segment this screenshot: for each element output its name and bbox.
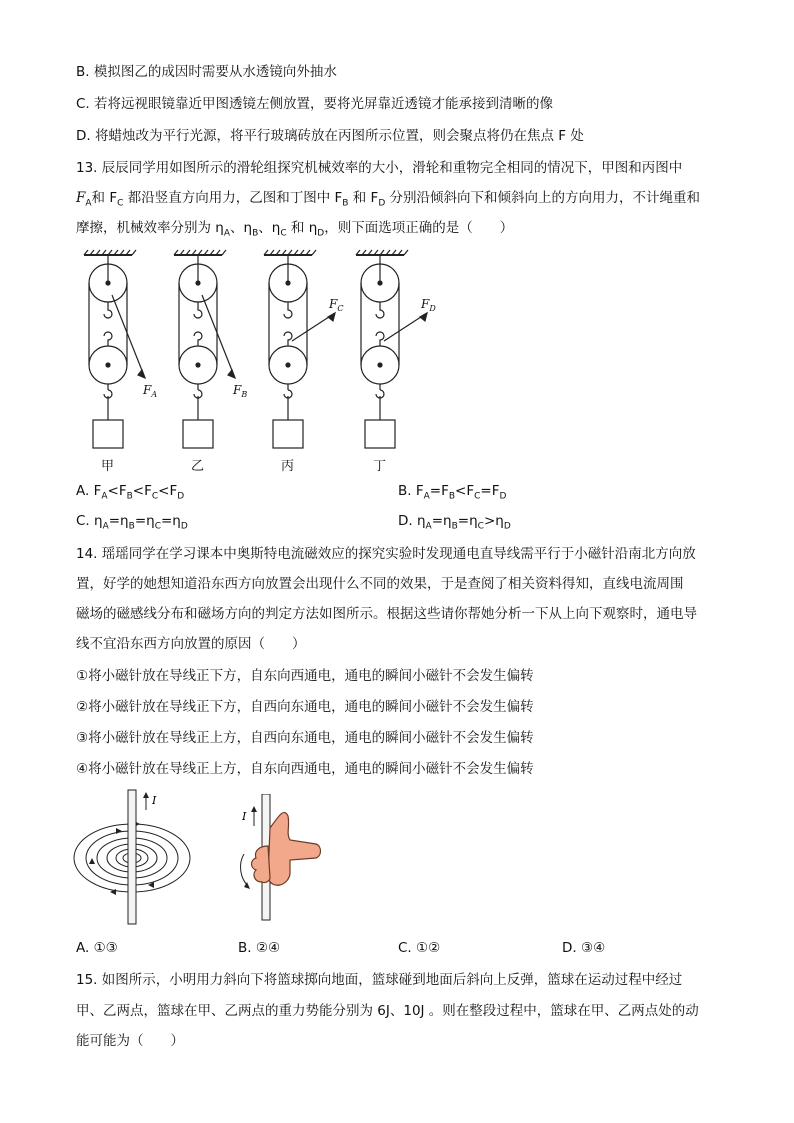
pulley-figures	[0, 245, 794, 475]
current-label-left: I	[152, 794, 157, 807]
force-label: $F_B$	[233, 383, 248, 399]
q14-option-d[interactable]: D. ③④	[562, 940, 606, 956]
pulley-diagram-2	[174, 250, 235, 448]
figure-caption: 乙	[191, 459, 205, 474]
q14-statement-1: ①将小磁针放在导线正下方，自东向西通电，通电的瞬间小磁针不会发生偏转	[76, 668, 534, 684]
weight-box	[273, 420, 303, 448]
figure-caption: 丙	[281, 459, 295, 474]
q14-text-line2: 置，好学的她想知道沿东西方向放置会出现什么不同的效果，于是查阅了相关资料得知，直线电流周围	[76, 576, 684, 592]
q14-text-line3: 磁场的磁感线分布和磁场方向的判定方法如图所示。根据这些请你帮她分析一下从上向下观察时，通电导	[76, 606, 697, 622]
q13-option-b[interactable]: B. $F_A=F_B<F_C=F_D$	[398, 483, 507, 502]
q13-text-line1: 13. 辰辰同学用如图所示的滑轮组探究机械效率的大小，滑轮和重物完全相同的情况下，甲图和丙图中	[76, 160, 683, 176]
current-label-right: I	[242, 810, 247, 823]
pulley-diagram-1	[84, 250, 145, 448]
weight-box	[93, 420, 123, 448]
q14-text-line1: 14. 瑶瑶同学在学习课本中奥斯特电流磁效应的探究实验时发现通电直导线需平行于小磁针沿南北方向放	[76, 546, 696, 562]
figure-caption: 丁	[373, 459, 387, 474]
weight-box	[183, 420, 213, 448]
q14-option-c[interactable]: C. ①②	[398, 940, 441, 956]
force-label: $F_A$	[143, 383, 158, 399]
q13-text-line2: $F_A$和 $F_C$ 都沿竖直方向用力，乙图和丁图中 $F_B$ 和 $F_D$ 分别沿倾斜向下和倾斜向上的方向用力，不计绳重和	[76, 190, 701, 209]
q15-text-line2: 甲、乙两点，篮球在甲、乙两点的重力势能分别为 6J、10J 。则在整段过程中，篮球在甲、乙两点处的动	[76, 1003, 699, 1019]
pulley-diagram-3	[264, 250, 335, 448]
figure-caption: 甲	[101, 459, 115, 474]
magnetic-field-figure	[70, 788, 250, 928]
q14-option-a[interactable]: A. ①③	[76, 940, 118, 956]
q15-text-line3: 能可能为（ ）	[76, 1033, 184, 1049]
option-b-prev: B. 模拟图乙的成因时需要从水透镜向外抽水	[76, 64, 337, 80]
q14-statement-4: ④将小磁针放在导线正上方，自东向西通电，通电的瞬间小磁针不会发生偏转	[76, 761, 534, 777]
q14-statement-3: ③将小磁针放在导线正上方，自西向东通电，通电的瞬间小磁针不会发生偏转	[76, 730, 534, 746]
weight-box	[365, 420, 395, 448]
force-label: $F_C$	[329, 297, 344, 313]
q15-text-line1: 15. 如图所示，小明用力斜向下将篮球掷向地面，篮球碰到地面后斜向上反弹，篮球在运动过程中经过	[76, 972, 683, 988]
q13-option-c[interactable]: C. $\eta_A=\eta_B=\eta_C=\eta_D$	[76, 513, 188, 532]
q14-text-line4: 线不宜沿东西方向放置的原因（ ）	[76, 636, 306, 652]
force-label: $F_D$	[421, 297, 436, 313]
q13-option-a[interactable]: A. $F_A<F_B<F_C<F_D$	[76, 483, 185, 502]
option-c-prev: C. 若将远视眼镜靠近甲图透镜左侧放置，要将光屏靠近透镜才能承接到清晰的像	[76, 96, 554, 112]
q14-statement-2: ②将小磁针放在导线正下方，自西向东通电，通电的瞬间小磁针不会发生偏转	[76, 699, 534, 715]
q14-option-b[interactable]: B. ②④	[238, 940, 281, 956]
option-d-prev: D. 将蜡烛改为平行光源，将平行玻璃砖放在丙图所示位置，则会聚点将仍在焦点 F 处	[76, 128, 584, 144]
pulley-diagram-4	[356, 250, 427, 448]
right-hand-rule-figure	[232, 794, 342, 924]
q13-option-d[interactable]: D. $\eta_A=\eta_B=\eta_C>\eta_D$	[398, 513, 511, 532]
q13-text-line3: 摩擦，机械效率分别为 $\eta_A$、$\eta_B$、$\eta_C$ 和 $\eta_D$，则下面选项正确的是（ ）	[76, 220, 514, 239]
